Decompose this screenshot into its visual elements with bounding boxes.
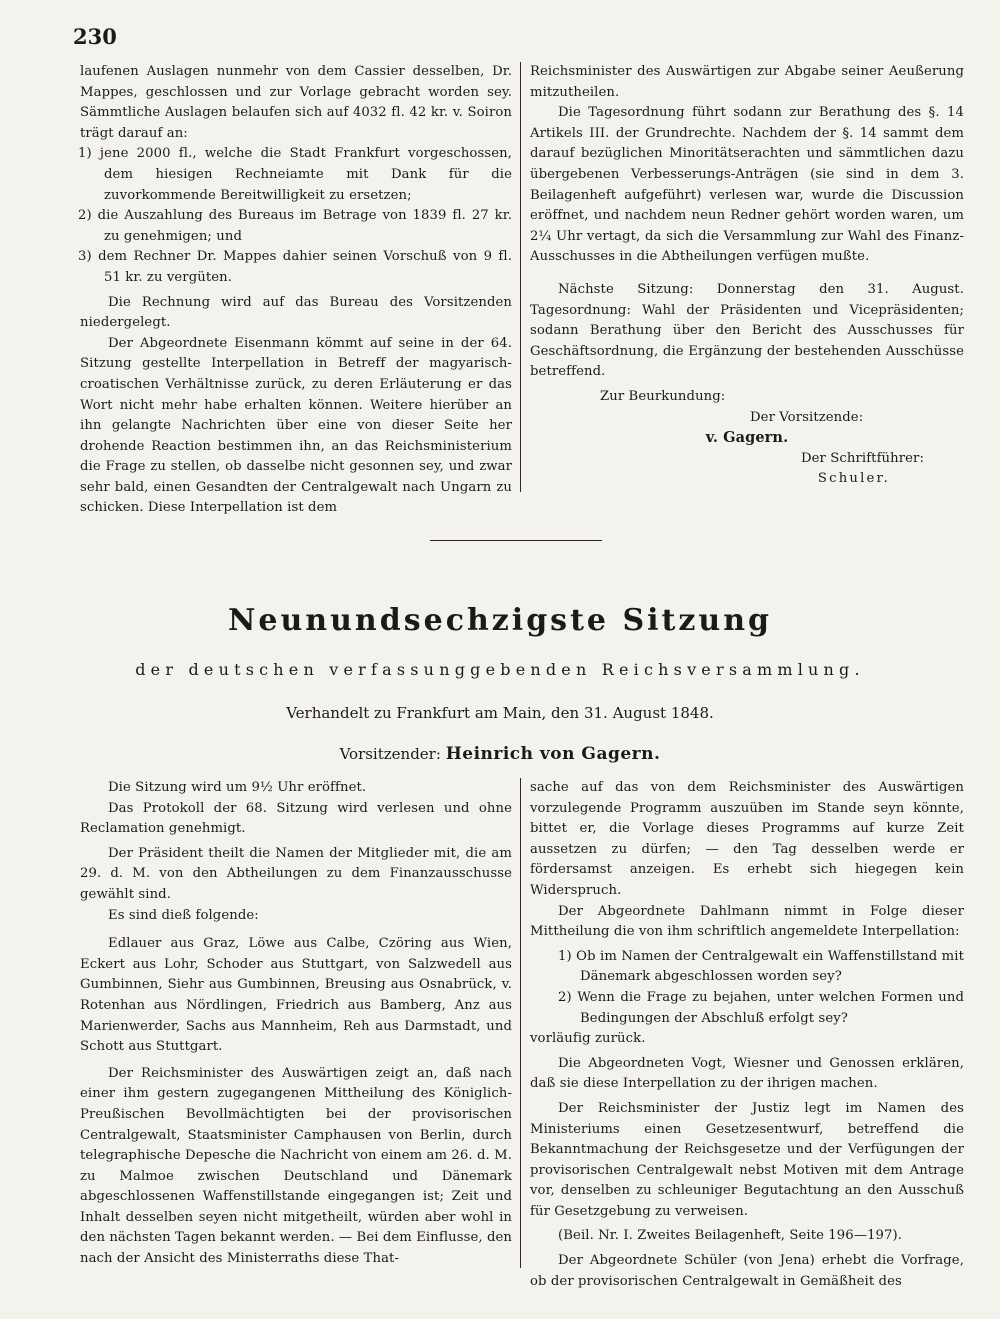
paragraph: laufenen Auslagen nunmehr von dem Cassier desselben, Dr. Mappes, geschlossen und zur Vorlage gebracht worden sey. Sämmtliche Auslagen belaufen sich auf 4032 fl. 42 kr. v. Soiron trägt darauf an: <box>80 64 512 141</box>
paragraph: Der Abgeordnete Schüler (von Jena) erhebt die Vorfrage, ob der provisorischen Centralgewalt in Gemäßheit des <box>530 1253 964 1289</box>
paragraph: Der Präsident theilt die Namen der Mitglieder mit, die am 29. d. M. von den Abtheilungen zu dem Finanzausschusse gewählt sind. <box>80 845 512 902</box>
list-item: 1) Ob im Namen der Centralgewalt ein Waffenstillstand mit Dänemark abgeschlossen worden sey? <box>558 948 964 985</box>
session-title: Neunundsechzigste Sitzung <box>227 603 773 638</box>
column-divider <box>520 62 521 492</box>
list-item: 1) jene 2000 fl., welche die Stadt Frankfurt vorgeschossen, dem hiesigen Rechneiamte mit Dank für die zuvorkommende Bereitwilligkeit zu ersetzen; <box>78 146 512 203</box>
paragraph: Der Reichsminister der Justiz legt im Namen des Ministeriums einen Gesetzesentwurf, betreffend die Bekanntmachung der Reichsgesetze und der Verfügungen der provisorischen Centralgewalt nebst Motiven mit dem Antrage vor, denselben zu schleuniger Begutachtung an den Ausschuß für Gesetzgebung zu verweisen. <box>530 1100 964 1219</box>
citation: (Beil. Nr. I. Zweites Beilagenheft, Seite 196—197). <box>558 1228 903 1244</box>
paragraph: Die Rechnung wird auf das Bureau des Vorsitzenden niedergelegt. <box>80 294 512 331</box>
lower-left-column <box>80 778 512 1270</box>
paragraph: Die Sitzung wird um 9½ Uhr eröffnet. <box>108 780 367 795</box>
paragraph: Das Protokoll der 68. Sitzung wird verlesen und ohne Reclamation genehmigt. <box>80 800 512 837</box>
paragraph: Die Abgeordneten Vogt, Wiesner und Genossen erklären, daß sie diese Interpellation zu der ihrigen machen. <box>530 1055 964 1092</box>
secretary-label: Der Schriftführer: <box>800 450 924 466</box>
paragraph: Es sind dieß folgende: <box>108 907 259 923</box>
paragraph: sache auf das von dem Reichsminister des Auswärtigen vorzulegende Programm auszuüben im Stande seyn könnte, bittet er, die Vorlage dieses Programms auf kurze Zeit aussetzen zu dürfen; — den Tag desselben werde er fördersamst anzeigen. Es erhebt sich hiegegen kein Widerspruch. <box>530 780 964 898</box>
list-item: 2) die Auszahlung des Bureaus im Betrage von 1839 fl. 27 kr. zu genehmigen; und <box>78 208 512 244</box>
chair-signature: v. Gagern. <box>705 429 789 447</box>
chair-name: Heinrich von Gagern. <box>445 744 661 764</box>
upper-right-column <box>530 62 964 490</box>
paragraph: Der Reichsminister des Auswärtigen zeigt an, daß nach einer ihm gestern zugegangenen Mittheilung des Königlich-Preußischen Bevollmächtigten bei der provisorischen Centralgewalt, Staatsminister Camphausen von Berlin, durch telegraphische Depesche die Nachricht von einem am 26. d. M. zu Malmoe zwischen Deutschland und Dänemark abgeschlossenen Waffenstillstande eingegangen ist; Zeit und Inhalt desselben seyen nicht mitgetheilt, würden aber wohl in den nächsten Tagen bekannt werden. — Bei dem Einflusse, den nach der Ansicht des Ministerraths diese That- <box>80 1065 512 1267</box>
session-subtitle: der deutschen verfassunggebenden Reichsversammlung. <box>135 660 865 679</box>
certification-label: Zur Beurkundung: <box>600 388 726 404</box>
column-divider <box>520 778 521 1268</box>
paragraph: Der Abgeordnete Eisenmann kömmt auf seine in der 64. Sitzung gestellte Interpellation in Betreff der magyarisch-croatischen Verhältnisse zurück, zu deren Erläuterung er das Wort nicht mehr habe erhalten können. Weitere hierüber an ihn gelangte Nachrichten über eine von dieser Seite her drohende Reaction bestimmen ihn, an das Reichsministerium die Frage zu stellen, ob dasselbe nicht gesonnen sey, und zwar sehr bald, einen Gesandten der Centralgewalt nach Ungarn zu schicken. Diese Interpellation ist dem <box>80 335 512 516</box>
session-chair <box>0 744 1000 764</box>
section-divider <box>430 540 602 541</box>
page-number: 230 <box>73 24 117 49</box>
lower-right-column <box>530 778 964 1292</box>
paragraph: Der Abgeordnete Dahlmann nimmt in Folge dieser Mittheilung die von ihm schriftlich angemeldete Interpellation: <box>530 903 964 940</box>
paragraph: vorläufig zurück. <box>530 1031 646 1047</box>
list-item: 3) dem Rechner Dr. Mappes dahier seinen Vorschuß von 9 fl. 51 kr. zu vergüten. <box>78 249 512 285</box>
upper-left-column <box>80 62 512 519</box>
paragraph: Die Tagesordnung führt sodann zur Berathung des §. 14 Artikels III. der Grundrechte. Nachdem der §. 14 sammt dem darauf bezüglichen Minoritätserachten und sämmtlichen dazu übergebenen Verbesserungs-Anträgen (sie sind in dem 3. Beilagenheft aufgeführt) verlesen war, wurde die Discussion eröffnet, und nachdem neun Redner gehört worden waren, um 2¼ Uhr vertagt, da sich die Versammlung zur Wahl des Finanz-Ausschusses in die Abtheilungen verfügen mußte. <box>530 105 964 265</box>
session-date-line: Verhandelt zu Frankfurt am Main, den 31. August 1848. <box>286 704 714 722</box>
member-list: Edlauer aus Graz, Löwe aus Calbe, Czöring aus Wien, Eckert aus Lohr, Schoder aus Stuttgart, von Salzwedell aus Gumbinnen, Siehr aus Gumbinnen, Breusing aus Osnabrück, v. Rotenhan aus Nördlingen, Friedrich aus Bamberg, Anz aus Marienwerder, Sachs aus Mannheim, Reh aus Darmstadt, und Schott aus Stuttgart. <box>80 936 512 1055</box>
paragraph: Nächste Sitzung: Donnerstag den 31. August. Tagesordnung: Wahl der Präsidenten und Vicepräsidenten; sodann Berathung über den Bericht des Ausschusses für Geschäftsordnung, die Ergänzung der bestehenden Ausschüsse betreffend. <box>530 281 964 380</box>
secretary-signature: Schuler. <box>817 471 890 487</box>
chair-label: Vorsitzender: <box>339 745 441 763</box>
list-item: 2) Wenn die Frage zu bejahen, unter welchen Formen und Bedingungen der Abschluß erfolgt sey? <box>558 989 964 1026</box>
paragraph: Reichsminister des Auswärtigen zur Abgabe seiner Aeußerung mitzutheilen. <box>530 64 964 100</box>
chair-label: Der Vorsitzende: <box>750 409 864 425</box>
